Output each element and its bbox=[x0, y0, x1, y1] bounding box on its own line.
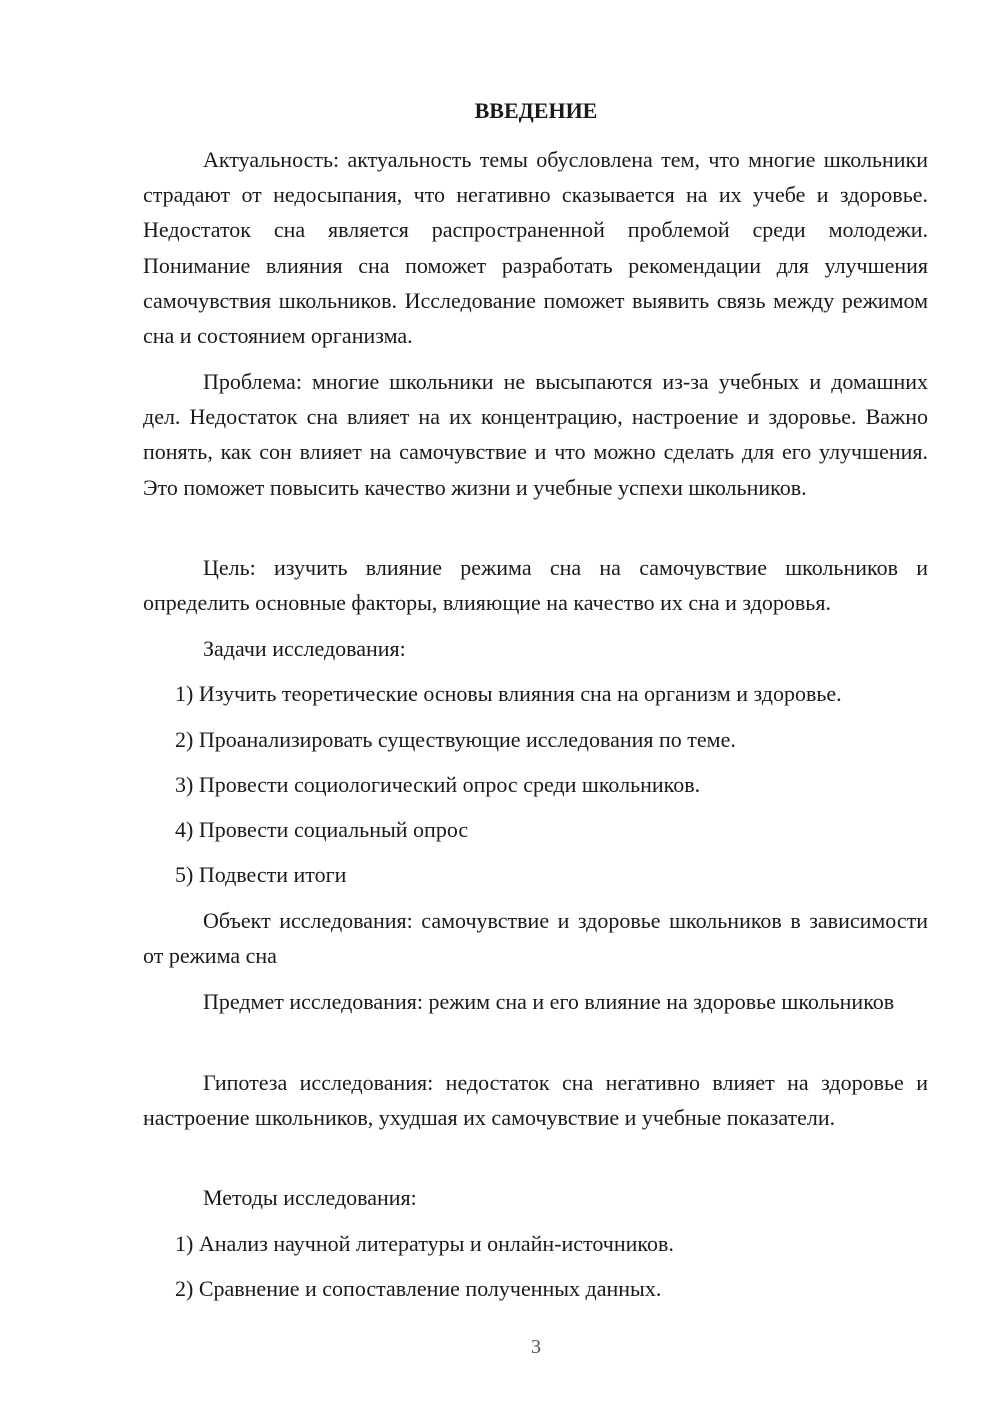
method-item: 1) Анализ научной литературы и онлайн-источников. bbox=[175, 1231, 674, 1256]
methods-heading: Методы исследования: bbox=[203, 1185, 417, 1210]
task-item: 4) Провести социальный опрос bbox=[175, 817, 469, 842]
method-item: 2) Сравнение и сопоставление полученных данных. bbox=[175, 1276, 662, 1301]
subject-paragraph: Предмет исследования: режим сна и его влияние на здоровье школьников bbox=[203, 989, 895, 1014]
relevance-paragraph: Актуальность: актуальность темы обусловлена тем, что многие школьники страдают от недосыпания, что негативно сказывается на их учебе и здоровье. Недостаток сна является распространенной проблемой среди молодежи. Понимание влияния сна поможет разработать рекомендации для улучшения самочувствия школьников. Исследование поможет выявить связь между режимом сна и состоянием организма. bbox=[143, 147, 928, 349]
task-item: 5) Подвести итоги bbox=[175, 862, 347, 887]
page-title: ВВЕДЕНИЕ bbox=[474, 98, 598, 123]
problem-paragraph: Проблема: многие школьники не высыпаются из-за учебных и домашних дел. Недостаток сна влияет на их концентрацию, настроение и здоровье. Важно понять, как сон влияет на самочувствие и что можно сделать для его улучшения. Это поможет повысить качество жизни и учебные успехи школьников. bbox=[143, 369, 928, 500]
page-number: 3 bbox=[531, 1336, 541, 1358]
task-item: 3) Провести социологический опрос среди школьников. bbox=[175, 772, 701, 797]
task-item: 1) Изучить теоретические основы влияния сна на организм и здоровье. bbox=[175, 681, 842, 706]
goal-paragraph: Цель: изучить влияние режима сна на самочувствие школьников и определить основные факторы, влияющие на качество их сна и здоровья. bbox=[143, 555, 928, 616]
tasks-heading: Задачи исследования: bbox=[203, 636, 406, 661]
hypothesis-paragraph: Гипотеза исследования: недостаток сна негативно влияет на здоровье и настроение школьников, ухудшая их самочувствие и учебные показатели. bbox=[143, 1070, 928, 1131]
object-paragraph: Объект исследования: самочувствие и здоровье школьников в зависимости от режима сна bbox=[143, 908, 928, 969]
task-item: 2) Проанализировать существующие исследования по теме. bbox=[175, 727, 736, 752]
